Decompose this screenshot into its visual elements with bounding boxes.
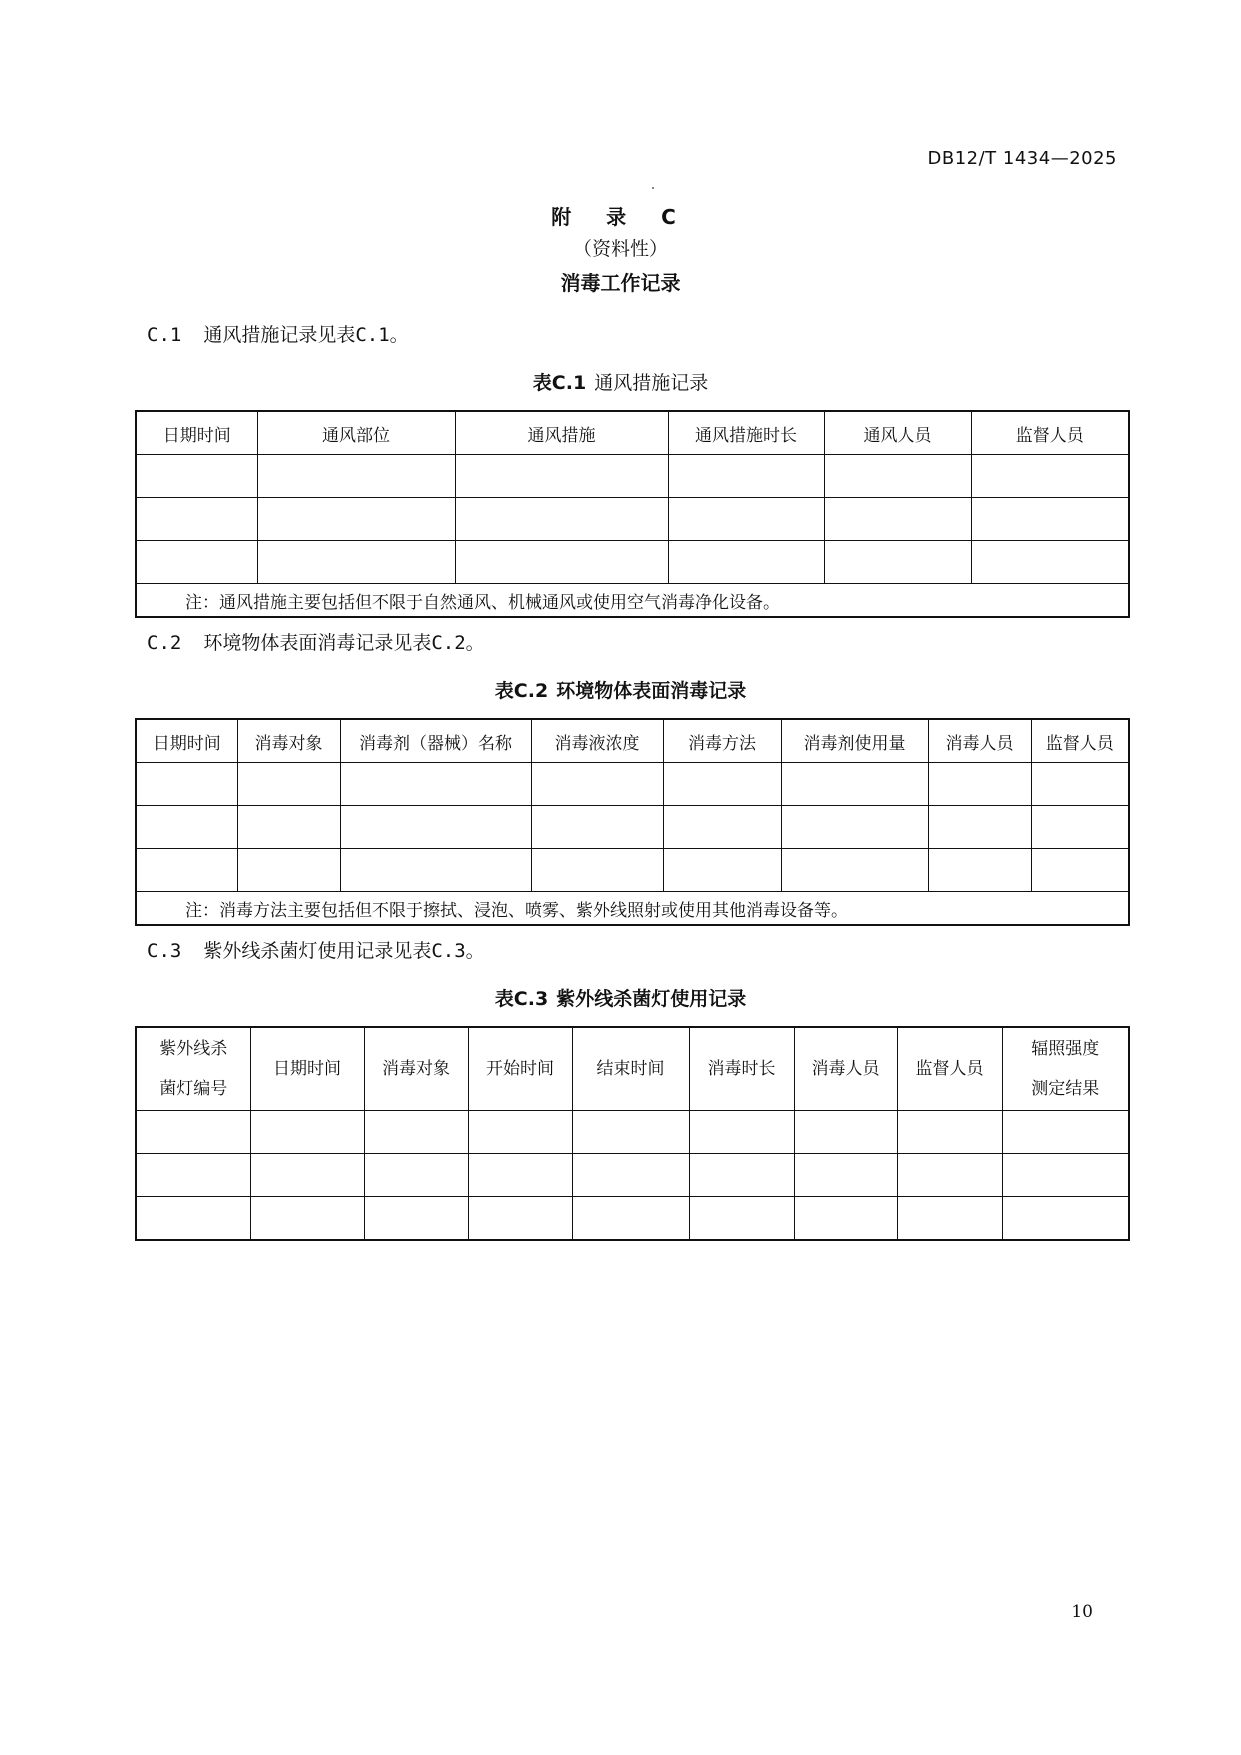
- column-header: 结束时间: [572, 1027, 689, 1111]
- column-header: 日期时间: [250, 1027, 364, 1111]
- column-header: 消毒人员: [794, 1027, 897, 1111]
- section-number: C.2: [147, 632, 182, 654]
- page-number: 10: [1071, 1602, 1093, 1622]
- column-header: 通风人员: [824, 411, 971, 455]
- column-header-irradiance: [1002, 1027, 1129, 1111]
- table-note: 注：通风措施主要包括但不限于自然通风、机械通风或使用空气消毒净化设备。: [136, 584, 1129, 618]
- column-header-lamp-id: [136, 1027, 250, 1111]
- table2-caption: [0, 676, 1241, 703]
- appendix-title: 附 录 C: [551, 205, 690, 229]
- table-note: 注：消毒方法主要包括但不限于擦拭、浸泡、喷雾、紫外线照射或使用其他消毒设备等。: [136, 892, 1129, 926]
- column-header: 消毒时长: [689, 1027, 794, 1111]
- column-header: 监督人员: [971, 411, 1129, 455]
- section-c3: [147, 936, 485, 963]
- column-header: 日期时间: [136, 411, 257, 455]
- column-header: 消毒人员: [928, 719, 1031, 763]
- section-text: 通风措施记录见表: [203, 324, 356, 346]
- header-line: 辐照强度: [1031, 1039, 1100, 1059]
- table-row: [136, 806, 1129, 849]
- column-header: 消毒对象: [237, 719, 340, 763]
- table-row: [136, 455, 1129, 498]
- header-line: 紫外线杀: [159, 1039, 228, 1059]
- section-c2: [147, 628, 485, 655]
- column-header: 消毒方法: [663, 719, 781, 763]
- table1-caption: [0, 368, 1241, 395]
- header-line: 菌灯编号: [159, 1079, 228, 1099]
- table-row: [136, 541, 1129, 584]
- table-name: 紫外线杀菌灯使用记录: [556, 988, 747, 1010]
- section-number: C.3: [147, 940, 182, 962]
- column-header: 消毒剂使用量: [781, 719, 928, 763]
- table-row: [136, 763, 1129, 806]
- section-end: 。: [465, 940, 485, 962]
- table-row: [136, 849, 1129, 892]
- table-label: 表C.1: [532, 372, 587, 394]
- table-name: 环境物体表面消毒记录: [556, 680, 747, 702]
- table-row: [136, 1197, 1129, 1241]
- section-c1: [147, 320, 409, 347]
- column-header: 监督人员: [897, 1027, 1002, 1111]
- column-header: 监督人员: [1031, 719, 1129, 763]
- table-uv-lamp-usage-records: [135, 1026, 1130, 1241]
- table-ventilation-records: [135, 410, 1130, 618]
- column-header: 消毒液浓度: [531, 719, 663, 763]
- appendix-nature: （资料性）: [572, 238, 668, 260]
- table-row: [136, 1111, 1129, 1154]
- section-ref: C.1: [355, 324, 390, 346]
- table3-caption: [0, 984, 1241, 1011]
- column-header: 日期时间: [136, 719, 237, 763]
- section-end: 。: [465, 632, 485, 654]
- section-ref: C.2: [431, 632, 466, 654]
- table-label: 表C.2: [494, 680, 549, 702]
- section-number: C.1: [147, 324, 182, 346]
- table-row: [136, 498, 1129, 541]
- column-header: 消毒对象: [364, 1027, 468, 1111]
- table-name: 通风措施记录: [594, 372, 709, 394]
- table-surface-disinfection-records: [135, 718, 1130, 926]
- scan-speck: [652, 187, 654, 189]
- table-label: 表C.3: [494, 988, 549, 1010]
- column-header: 消毒剂（器械）名称: [340, 719, 531, 763]
- section-end: 。: [389, 324, 409, 346]
- column-header: 通风部位: [257, 411, 455, 455]
- appendix-heading: 消毒工作记录: [560, 271, 681, 295]
- document-code: DB12/T 1434—2025: [927, 148, 1117, 169]
- table-row: [136, 1154, 1129, 1197]
- column-header: 通风措施时长: [668, 411, 824, 455]
- section-text: 环境物体表面消毒记录见表: [203, 632, 432, 654]
- column-header: 开始时间: [468, 1027, 572, 1111]
- column-header: 通风措施: [455, 411, 668, 455]
- section-text: 紫外线杀菌灯使用记录见表: [203, 940, 432, 962]
- section-ref: C.3: [431, 940, 466, 962]
- header-line: 测定结果: [1031, 1079, 1100, 1099]
